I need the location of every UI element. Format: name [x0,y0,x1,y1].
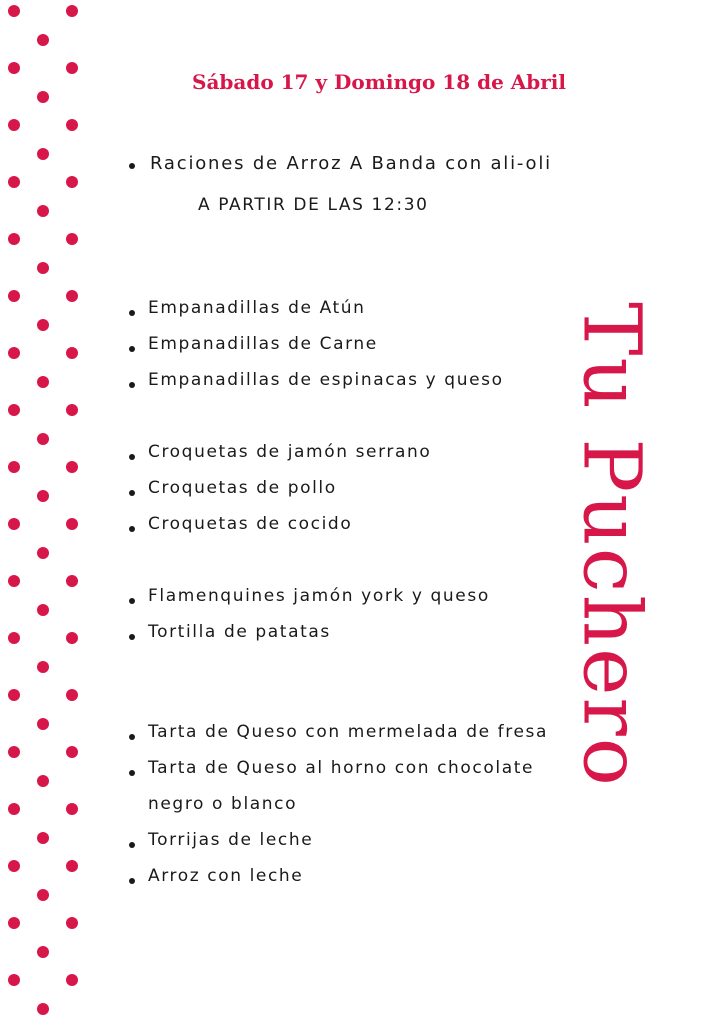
polka-dot [8,233,20,245]
polka-dot [66,632,78,644]
polka-dot [8,632,20,644]
bullet-icon [129,163,135,169]
polka-dot [37,148,49,160]
vertical-title: Tu Puchero [565,302,659,788]
menu-item: Empanadillas de Atún [148,298,366,318]
polka-dot [66,62,78,74]
polka-dot [66,746,78,758]
polka-dot [37,604,49,616]
menu-item: Tortilla de patatas [148,622,331,642]
menu-item: Empanadillas de Carne [148,334,378,354]
polka-dot-border [0,0,90,1024]
menu-item: Torrijas de leche [148,830,314,850]
menu-item: Tarta de Queso con mermelada de fresa [148,722,548,742]
polka-dot [37,946,49,958]
menu-item-continuation: negro o blanco [148,794,298,814]
polka-dot [37,205,49,217]
polka-dot [37,91,49,103]
bullet-icon [129,382,135,388]
polka-dot [8,404,20,416]
polka-dot [8,746,20,758]
polka-dot [66,860,78,872]
polka-dot [37,832,49,844]
bullet-icon [129,490,135,496]
polka-dot [37,775,49,787]
polka-dot [8,119,20,131]
polka-dot [8,974,20,986]
polka-dot [8,290,20,302]
menu-item: Empanadillas de espinacas y queso [148,370,504,390]
polka-dot [66,347,78,359]
menu-item: Arroz con leche [148,866,304,886]
menu-item: Tarta de Queso al horno con chocolate [148,758,535,778]
polka-dot [8,803,20,815]
polka-dot [66,689,78,701]
polka-dot [8,689,20,701]
bullet-icon [129,454,135,460]
polka-dot [8,62,20,74]
menu-item: Croquetas de pollo [148,478,337,498]
menu-item: Croquetas de jamón serrano [148,442,432,462]
polka-dot [37,661,49,673]
polka-dot [66,461,78,473]
polka-dot [37,376,49,388]
bullet-icon [129,310,135,316]
bullet-icon [129,734,135,740]
polka-dot [37,490,49,502]
polka-dot [37,319,49,331]
polka-dot [8,917,20,929]
polka-dot [66,119,78,131]
polka-dot [37,1003,49,1015]
bullet-icon [129,842,135,848]
event-date: Sábado 17 y Domingo 18 de Abril [192,70,566,94]
polka-dot [8,347,20,359]
polka-dot [66,5,78,17]
bullet-icon [129,634,135,640]
polka-dot [66,176,78,188]
polka-dot [8,461,20,473]
bullet-icon [129,770,135,776]
bullet-icon [129,598,135,604]
polka-dot [66,518,78,530]
polka-dot [8,176,20,188]
menu-item: Croquetas de cocido [148,514,353,534]
bullet-icon [129,526,135,532]
menu-item-arroz-a-banda: Raciones de Arroz A Banda con ali-oli [150,153,552,174]
polka-dot [66,575,78,587]
polka-dot [8,5,20,17]
bullet-icon [129,346,135,352]
polka-dot [66,233,78,245]
polka-dot [66,917,78,929]
polka-dot [8,518,20,530]
menu-item-time-note: A PARTIR DE LAS 12:30 [198,195,429,215]
polka-dot [37,547,49,559]
polka-dot [8,575,20,587]
polka-dot [66,974,78,986]
polka-dot [37,718,49,730]
polka-dot [66,290,78,302]
polka-dot [8,860,20,872]
polka-dot [37,433,49,445]
polka-dot [37,262,49,274]
menu-item: Flamenquines jamón york y queso [148,586,490,606]
polka-dot [37,889,49,901]
polka-dot [66,803,78,815]
polka-dot [37,34,49,46]
bullet-icon [129,878,135,884]
polka-dot [66,404,78,416]
